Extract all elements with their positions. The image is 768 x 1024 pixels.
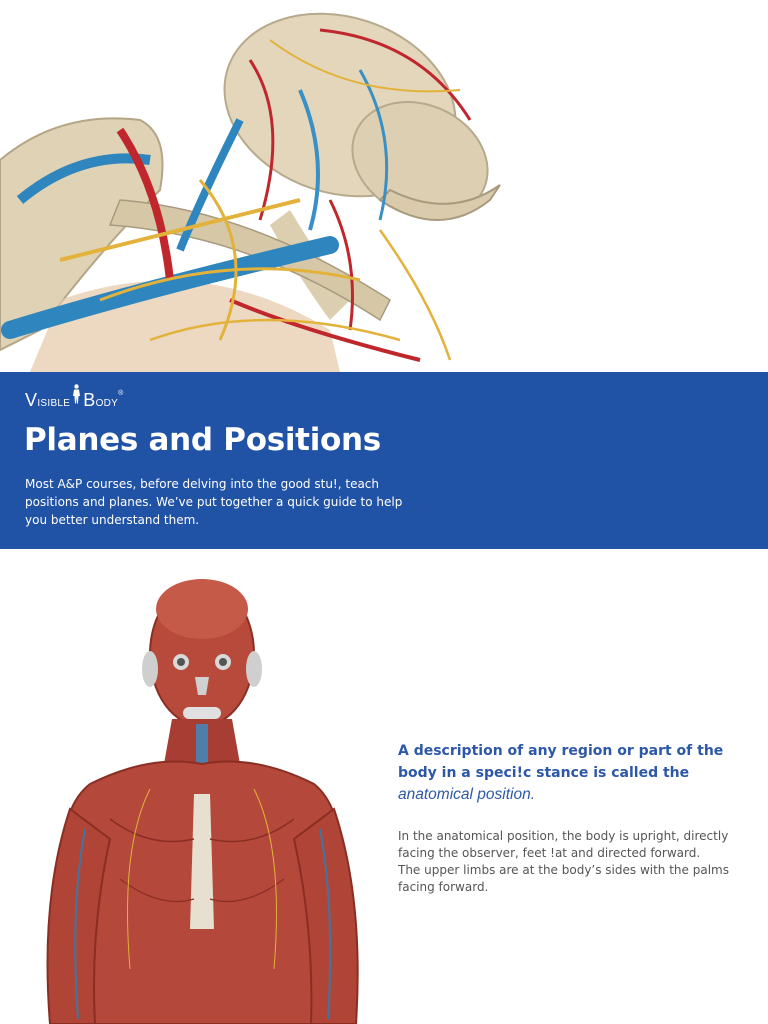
registered-mark: ® — [118, 390, 124, 397]
muscular-body-image — [0, 549, 400, 1024]
hero-anatomy-image — [0, 0, 768, 372]
human-figure-icon — [72, 384, 81, 409]
lead-emphasis: anatomical position. — [398, 786, 535, 803]
page-title: Planes and Positions — [24, 422, 381, 458]
intro-text: Most A&P courses, before delving into the good stu!, teach positions and planes. We’ve put together a quick guide to help you better understand them. — [25, 477, 403, 527]
logo-word-body: Body — [83, 390, 119, 410]
logo-word-visible: Visible — [25, 390, 71, 410]
header-banner — [0, 372, 768, 549]
visible-body-logo — [25, 387, 123, 409]
description-paragraph — [398, 828, 738, 896]
lead-text: A description of any region or part of the body in a speci!c stance is called the — [398, 743, 724, 781]
paragraph-line-2: The upper limbs are at the body’s sides with the palms facing forward. — [398, 863, 729, 894]
lead-statement — [398, 740, 738, 806]
paragraph-line-1: In the anatomical position, the body is upright, directly facing the observer, feet !at and directed forward. — [398, 829, 729, 860]
